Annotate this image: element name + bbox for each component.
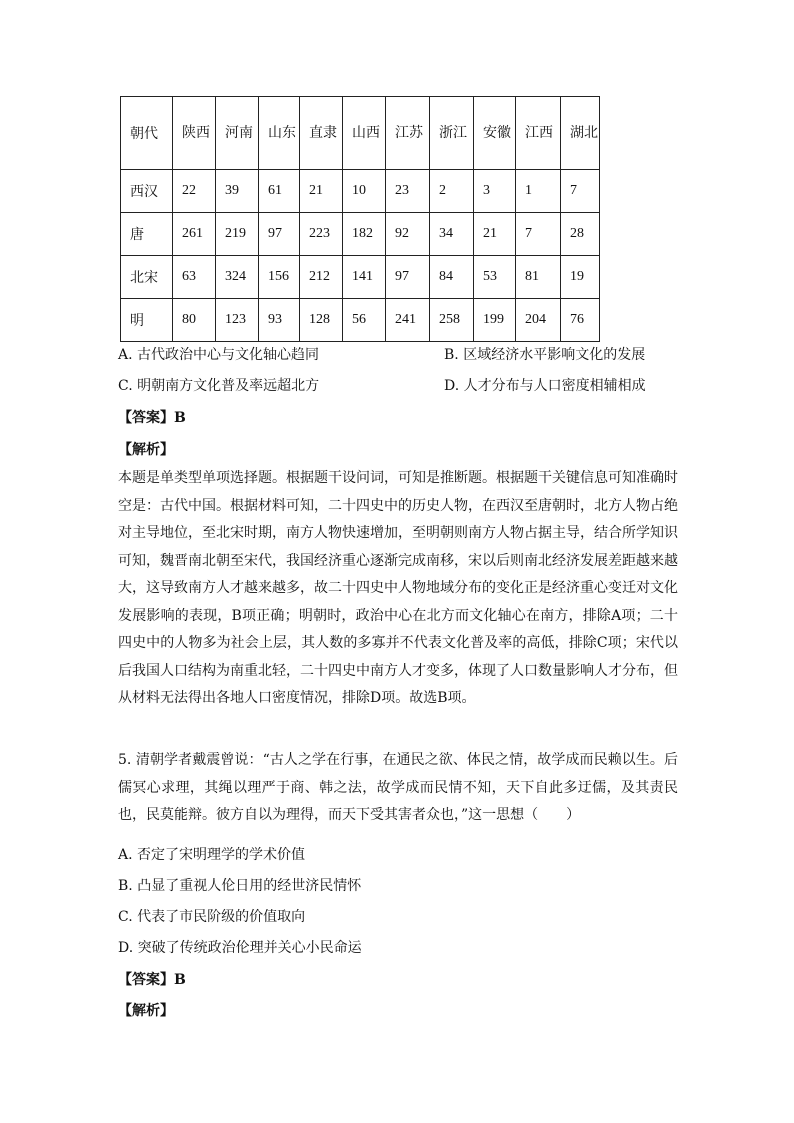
table-cell: 76	[561, 299, 600, 342]
table-cell: 97	[259, 213, 300, 256]
q5-option-a: A. 否定了宋明理学的学术价值	[118, 847, 306, 863]
table-cell: 明	[121, 299, 173, 342]
q5-stem: 5. 清朝学者戴震曾说：“古人之学在行事，在通民之欲、体民之情，故学成而民赖以生。后儒冥心求理，其绳以理严于商、韩之法，故学成而民情不知，天下自此多迂儒，及其责民也，民莫能辩。彼方自以为理得，而天下受其害者众也，”这一思想（ ）	[118, 752, 678, 823]
q5-option-c: C. 代表了市民阶级的价值取向	[118, 909, 306, 925]
table-header-cell: 朝代	[121, 97, 173, 170]
table-cell: 7	[516, 213, 561, 256]
table-cell: 128	[300, 299, 343, 342]
table-cell: 19	[561, 256, 600, 299]
table-cell: 21	[300, 170, 343, 213]
table-row	[121, 213, 600, 256]
table-cell: 182	[343, 213, 386, 256]
table-header-cell	[343, 97, 386, 170]
table-row	[121, 256, 600, 299]
table-cell: 56	[343, 299, 386, 342]
table-cell: 141	[343, 256, 386, 299]
table-header-cell	[516, 97, 561, 170]
q5-option-b: B. 凸显了重视人伦日用的经世济民情怀	[118, 878, 362, 894]
header-text: 安徽	[483, 125, 511, 141]
table-cell: 199	[474, 299, 516, 342]
table-header-cell	[386, 97, 430, 170]
table-cell: 80	[173, 299, 216, 342]
header-text: 陕西	[182, 125, 210, 141]
header-text: 湖北	[570, 125, 598, 141]
table-cell: 61	[259, 170, 300, 213]
table-cell: 22	[173, 170, 216, 213]
table-cell: 10	[343, 170, 386, 213]
table-header-cell	[259, 97, 300, 170]
table-cell: 84	[430, 256, 474, 299]
table-header-cell	[430, 97, 474, 170]
table-cell: 7	[561, 170, 600, 213]
table-cell: 241	[386, 299, 430, 342]
table-header-cell	[300, 97, 343, 170]
table-cell: 2	[430, 170, 474, 213]
table-cell: 63	[173, 256, 216, 299]
table-cell: 西汉	[121, 170, 173, 213]
header-text: 江苏	[395, 125, 423, 141]
header-text: 河南	[225, 125, 253, 141]
table-cell: 1	[516, 170, 561, 213]
q4-answer: 【答案】B	[118, 410, 186, 426]
q4-option-b: B. 区域经济水平影响文化的发展	[444, 347, 646, 363]
table-cell: 204	[516, 299, 561, 342]
header-text: 山东	[268, 125, 296, 141]
table-cell: 324	[216, 256, 259, 299]
q4-option-c: C. 明朝南方文化普及率远超北方	[118, 378, 320, 394]
header-text: 江西	[525, 125, 553, 141]
table-cell: 23	[386, 170, 430, 213]
table-cell: 3	[474, 170, 516, 213]
table-cell: 212	[300, 256, 343, 299]
table-cell: 258	[430, 299, 474, 342]
q5-option-d: D. 突破了传统政治伦理并关心小民命运	[118, 940, 362, 956]
header-text: 直隶	[309, 125, 337, 141]
q4-analysis-text: 本题是单类型单项选择题。根据题干设问词，可知是推断题。根据题干关键信息可知准确时空是：古代中国。根据材料可知，二十四史中的历史人物，在西汉至唐朝时，北方人物占绝对主导地位，至北宋时期，南方人物快速增加，至明朝则南方人物占据主导，结合所学知识可知，魏晋南北朝至宋代，我国经济重心逐渐完成南移，宋以后则南北经济发展差距越来越大，这导致南方人才越来越多，故二十四史中人物地域分布的变化正是经济重心变迁对文化发展影响的表现，B项正确；明朝时，政治中心在北方而文化轴心在南方，排除A项；二十四史中的人物多为社会上层，其人数的多寡并不代表文化普及率的高低，排除C项；宋代以后我国人口结构为南重北轻，二十四史中南方人才变多，体现了人口数量影响人才分布，但从材料无法得出各地人口密度情况，排除D项。故选B项。	[118, 470, 678, 706]
table-cell: 223	[300, 213, 343, 256]
table-cell: 21	[474, 213, 516, 256]
table-header-cell	[216, 97, 259, 170]
table-header-cell	[561, 97, 600, 170]
table-cell: 123	[216, 299, 259, 342]
table-header-cell	[474, 97, 516, 170]
table-cell: 93	[259, 299, 300, 342]
table-row	[121, 299, 600, 342]
table-cell: 34	[430, 213, 474, 256]
header-text: 浙江	[439, 125, 467, 141]
table-cell: 92	[386, 213, 430, 256]
q5-answer: 【答案】B	[118, 972, 186, 988]
q5-analysis-label: 【解析】	[118, 1003, 174, 1019]
table-cell: 唐	[121, 213, 173, 256]
table-cell: 北宋	[121, 256, 173, 299]
header-text: 山西	[352, 125, 380, 141]
q4-option-d: D. 人才分布与人口密度相辅相成	[444, 378, 646, 394]
table-cell: 39	[216, 170, 259, 213]
table-cell: 53	[474, 256, 516, 299]
table-header-row	[121, 97, 600, 170]
table-header-cell	[173, 97, 216, 170]
table-cell: 156	[259, 256, 300, 299]
table-cell: 81	[516, 256, 561, 299]
table-cell: 28	[561, 213, 600, 256]
q4-option-a: A. 古代政治中心与文化轴心趋同	[118, 347, 320, 363]
table-row	[121, 170, 600, 213]
table-cell: 219	[216, 213, 259, 256]
historical-figures-table	[120, 96, 600, 342]
table-cell: 261	[173, 213, 216, 256]
q4-analysis-label: 【解析】	[118, 442, 174, 458]
table-cell: 97	[386, 256, 430, 299]
